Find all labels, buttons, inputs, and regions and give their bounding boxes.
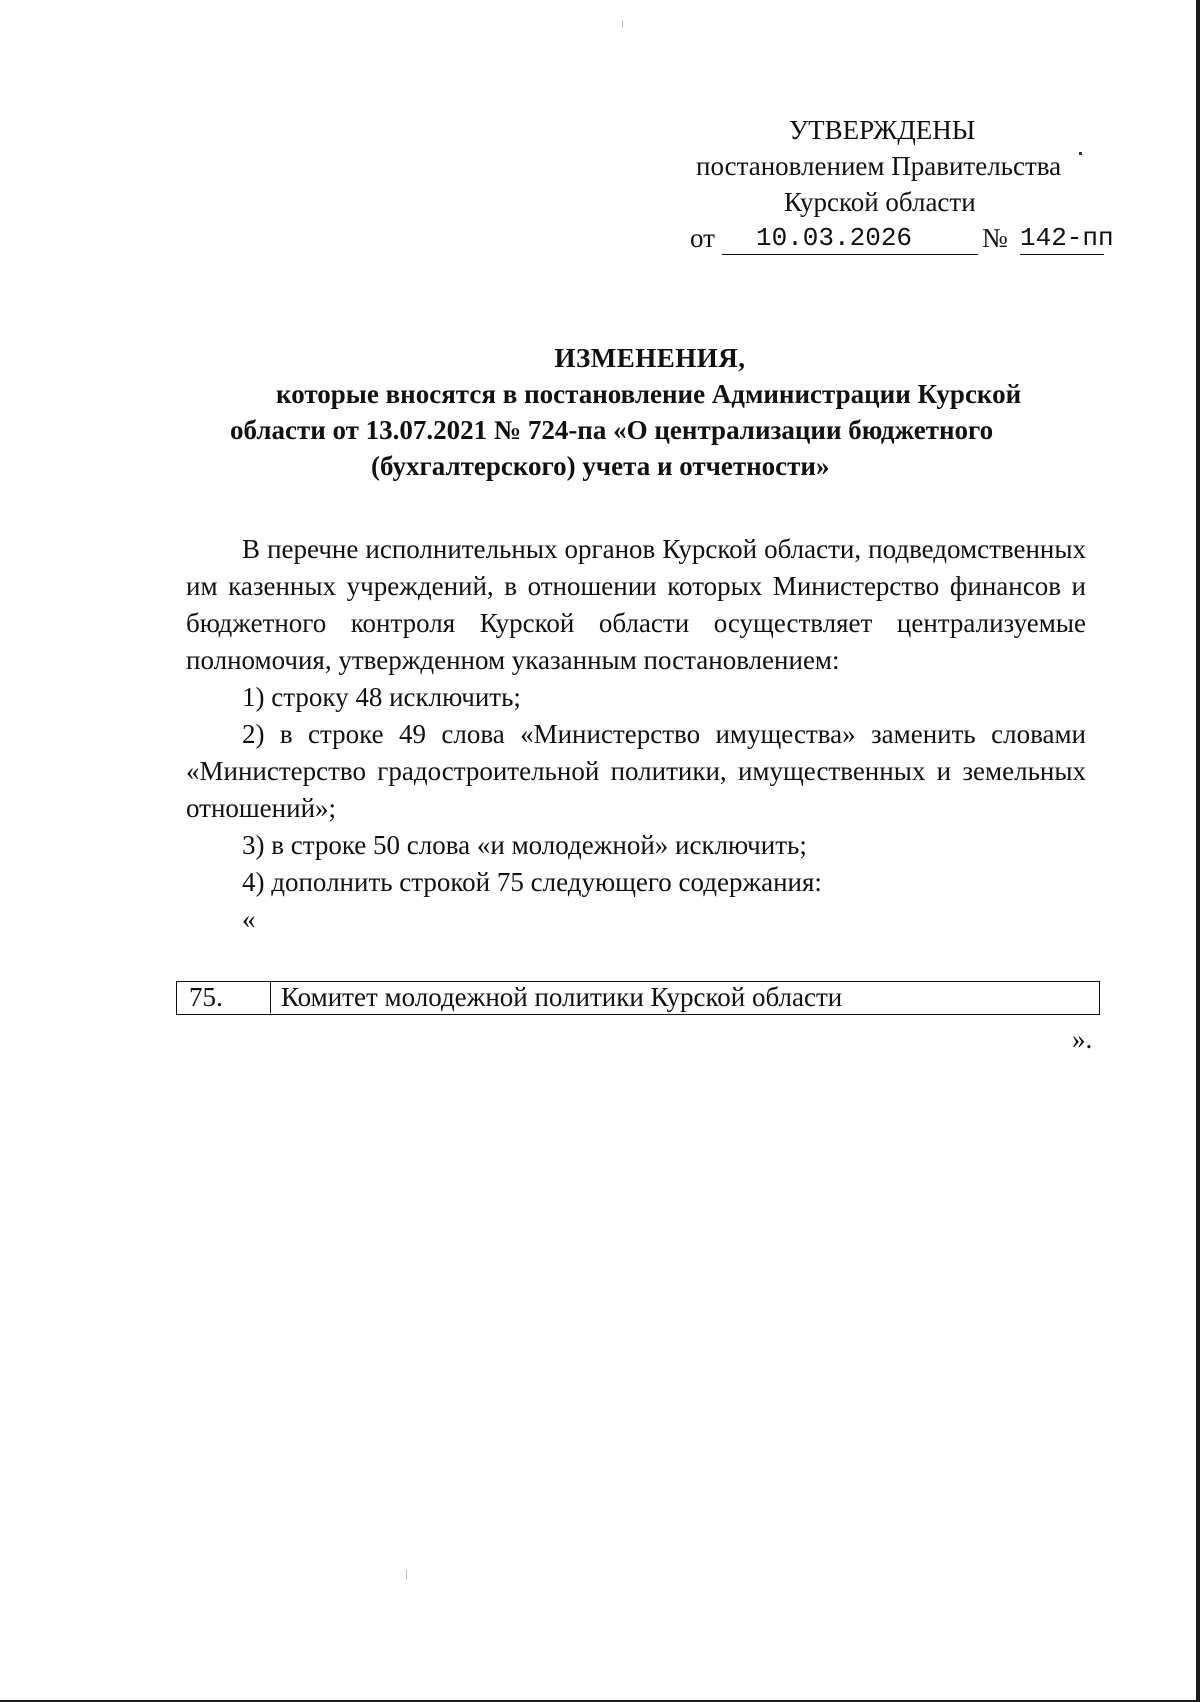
approval-line-region: Курской области — [784, 187, 976, 217]
document-title — [170, 340, 1090, 481]
table-cell-name: Комитет молодежной политики Курской области — [281, 982, 843, 1012]
date-field — [722, 220, 978, 255]
list-item: 3) в строке 50 слова «и молодежной» исключить; — [242, 830, 807, 860]
list-item: 4) дополнить строкой 75 следующего содержания: — [242, 867, 822, 897]
title-line-2: области от 13.07.2021 № 724-па «О централизации бюджетного — [230, 415, 994, 445]
approval-number: 142-пп — [1020, 220, 1104, 255]
list-item: 1) строку 48 исключить; — [242, 682, 521, 712]
title-heading: ИЗМЕНЕНИЯ, — [554, 343, 746, 373]
scan-speck — [406, 1570, 407, 1580]
inserted-row-table — [176, 981, 1100, 1015]
title-line-3: (бухгалтерского) учета и отчетности» — [371, 451, 830, 481]
intro-paragraph: В перечне исполнительных органов Курской области, подведомственных им казенных учреждений, в отношении которых Министерство финансов и бюджетного контроля Курской области осуществляет централизуемые полномочия, утвержденном указанным постановлением: — [186, 534, 1086, 675]
approval-line-resolution: постановлением Правительства — [696, 151, 1062, 181]
scan-speck — [622, 20, 623, 28]
approval-title: УТВЕРЖДЕНЫ — [789, 115, 976, 145]
from-label: от — [690, 223, 715, 253]
list-item: 2) в строке 49 слова «Министерство имущества» заменить словами «Министерство градостроительной политики, имущественных и земельных отношений»; — [186, 719, 1086, 823]
scan-mark — [1079, 152, 1082, 155]
document-body — [186, 531, 1086, 938]
close-quote: ». — [1072, 1024, 1093, 1054]
table-cell-number: 75. — [177, 982, 271, 1013]
approval-date-number-line — [690, 220, 1114, 256]
title-line-1: которые вносятся в постановление Администрации Курской — [276, 379, 1022, 409]
open-quote: « — [242, 904, 256, 934]
scan-edge-right — [1196, 0, 1200, 1702]
approval-date: 10.03.2026 — [756, 223, 913, 253]
number-sign: № — [982, 223, 1008, 253]
